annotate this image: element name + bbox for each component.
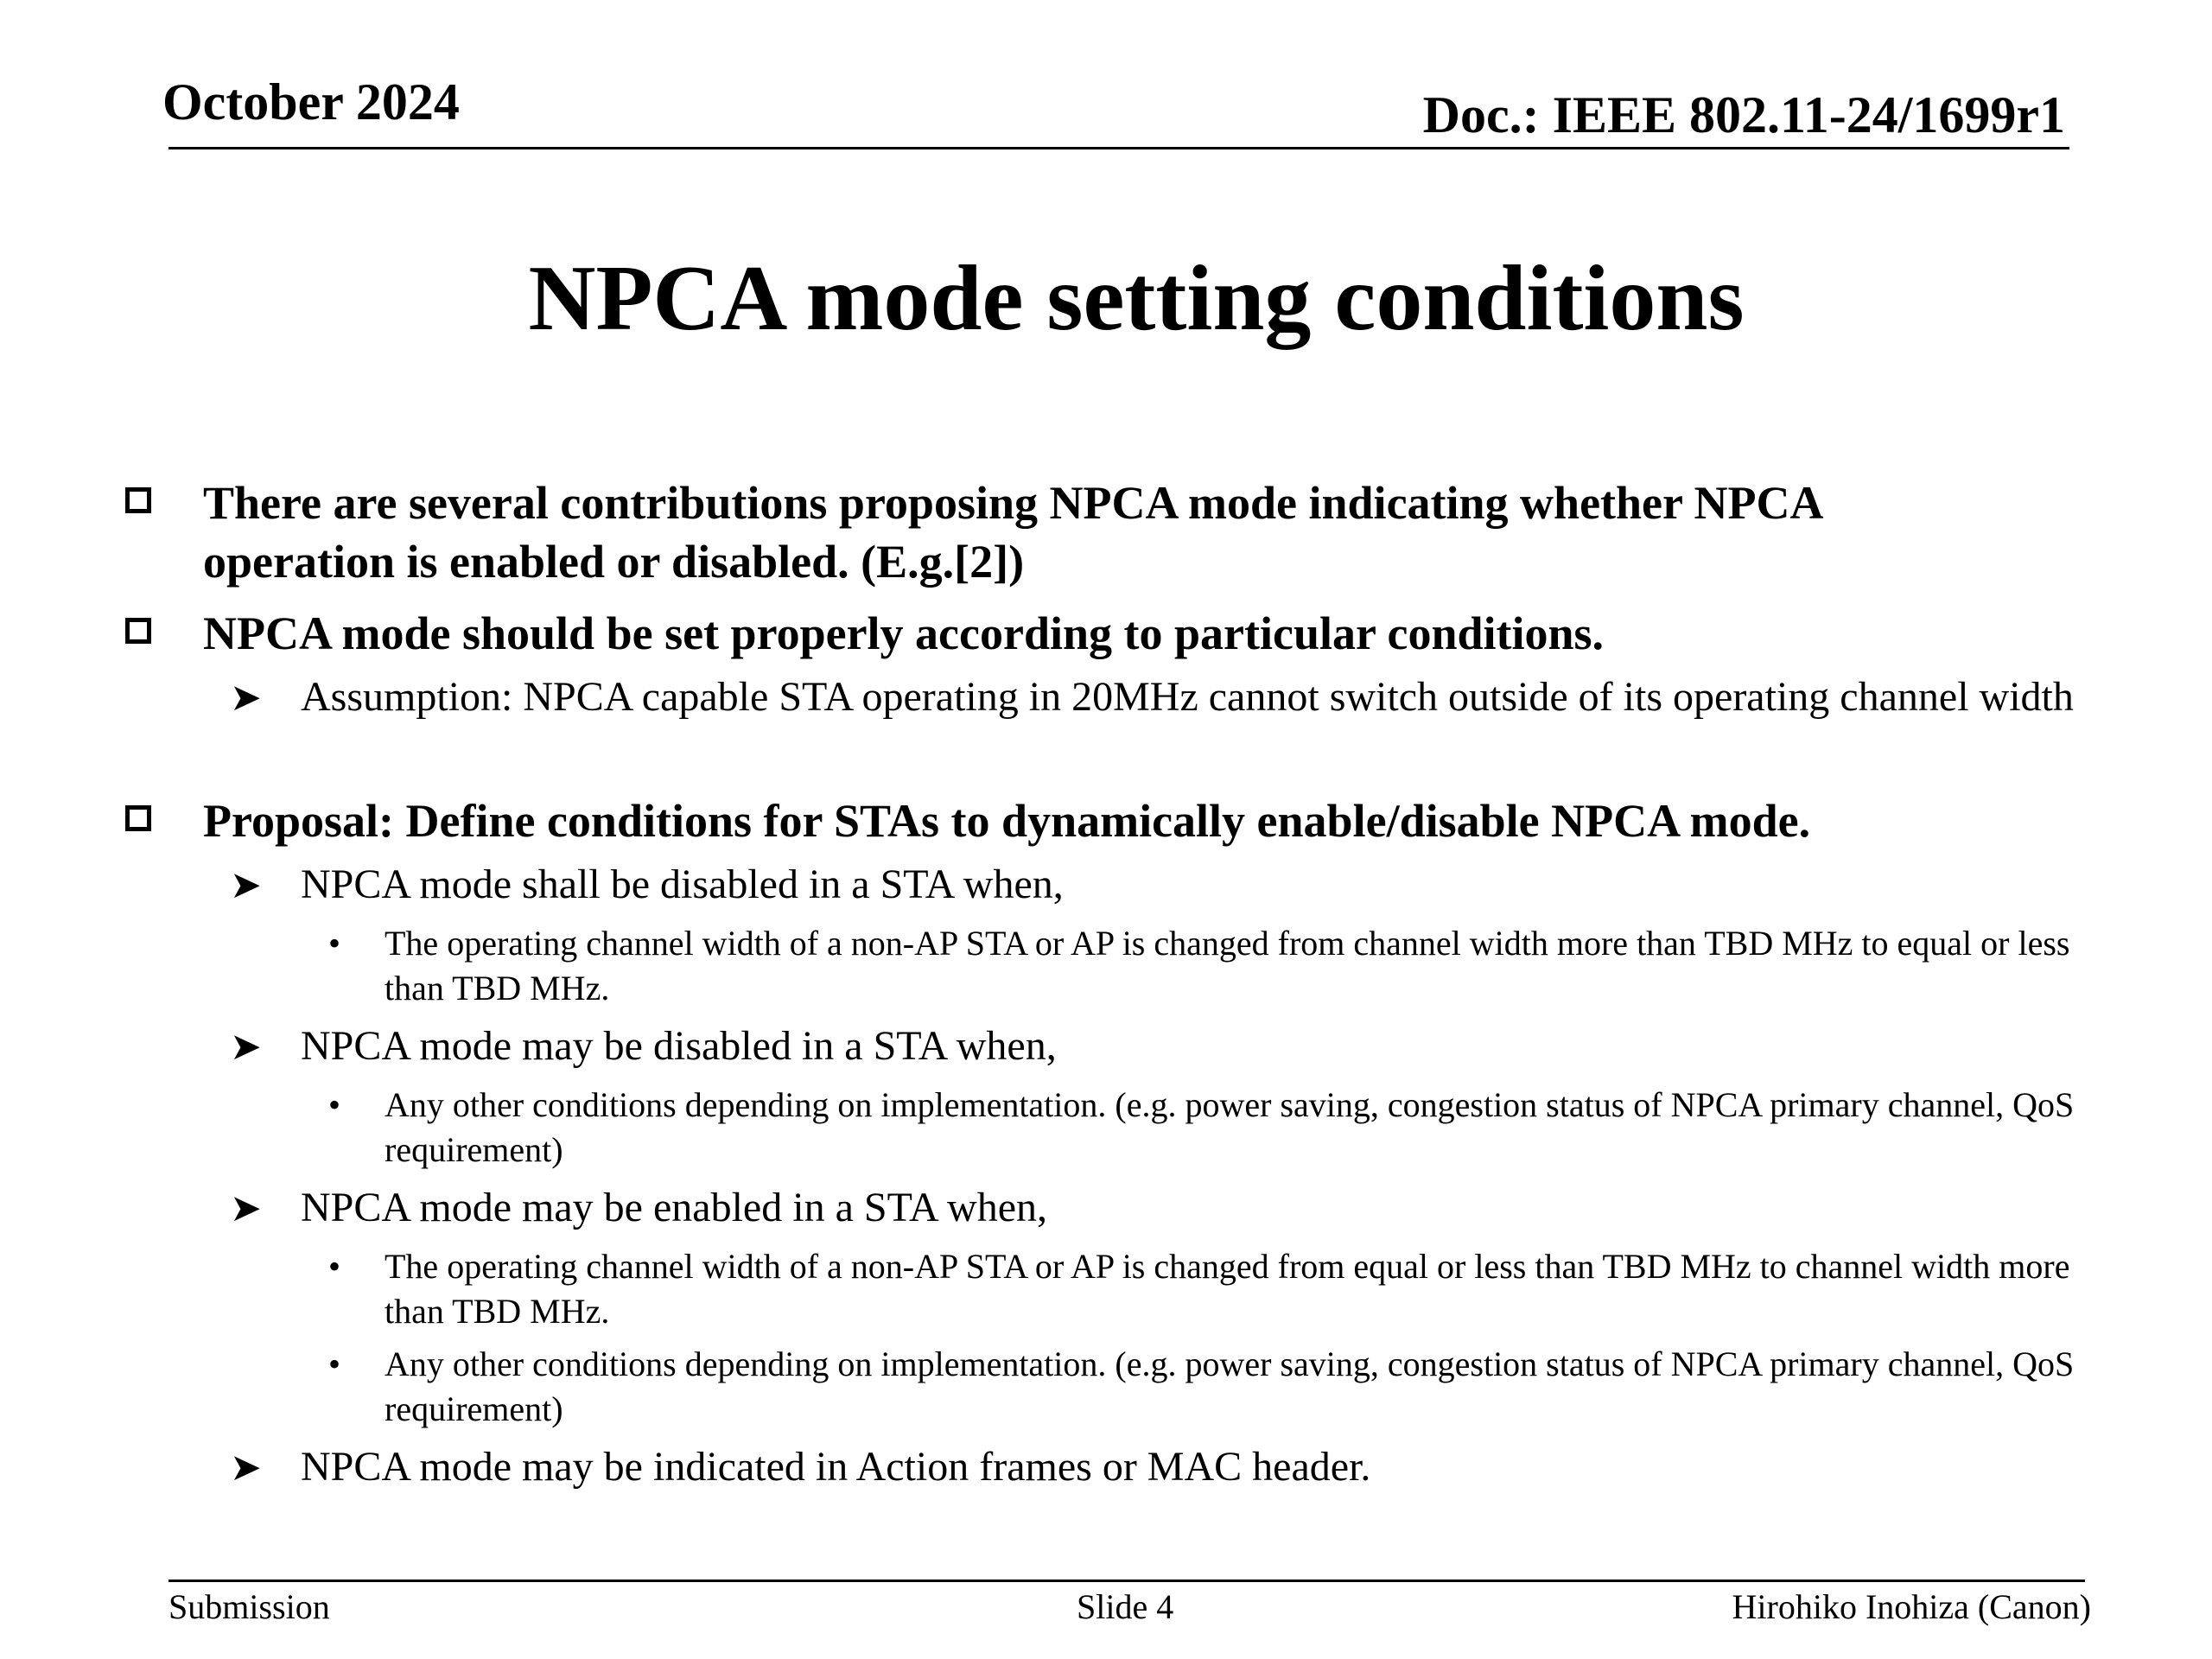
square-bullet-icon (125, 487, 151, 513)
footer-author: Hirohiko Inohiza (Canon) (1732, 1587, 2091, 1626)
bullet-item: NPCA mode shall be disabled in a STA when, (301, 861, 1064, 907)
footer-slide-number: Slide 4 (1077, 1587, 1174, 1626)
header-date: October 2024 (162, 73, 460, 130)
bullet-item: There are several contributions proposing NPCA mode indicating whether NPCA operation is enabled or disabled. (E.g.[2]) (203, 477, 1821, 588)
arrow-bullet-icon: ➤ (230, 677, 262, 719)
dot-bullet-icon: • (328, 924, 341, 963)
footer-rule (168, 1580, 2085, 1582)
bullet-item: Proposal: Define conditions for STAs to dynamically enable/disable NPCA mode. (203, 795, 1811, 847)
dot-bullet-icon: • (328, 1344, 341, 1383)
dot-bullet-icon: • (328, 1247, 341, 1286)
dot-bullet-icon: • (328, 1085, 341, 1124)
arrow-bullet-icon: ➤ (230, 1187, 262, 1230)
bullet-item: Assumption: NPCA capable STA operating in 20MHz cannot switch outside of its operating channel width (301, 674, 2074, 720)
arrow-bullet-icon: ➤ (230, 1446, 262, 1489)
bullet-item: The operating channel width of a non-AP STA or AP is changed from channel width more than TBD MHz to equal or less than TBD MHz. (385, 924, 2070, 1007)
bullet-item: NPCA mode should be set properly according to particular conditions. (203, 607, 1605, 659)
bullet-item: Any other conditions depending on implementation. (e.g. power saving, congestion status of NPCA primary channel, QoS requirement) (385, 1344, 2075, 1428)
footer-submission: Submission (168, 1587, 330, 1626)
arrow-bullet-icon: ➤ (230, 864, 262, 906)
slide-title: NPCA mode setting conditions (528, 247, 1745, 350)
bullet-item: NPCA mode may be disabled in a STA when, (301, 1023, 1057, 1069)
square-bullet-icon (125, 805, 151, 831)
header-doc-id: Doc.: IEEE 802.11-24/1699r1 (1422, 86, 2065, 143)
arrow-bullet-icon: ➤ (230, 1026, 262, 1068)
bullet-item: Any other conditions depending on implementation. (e.g. power saving, congestion status of NPCA primary channel, QoS requirement) (385, 1085, 2075, 1169)
square-bullet-icon (125, 618, 151, 644)
bullet-item: The operating channel width of a non-AP STA or AP is changed from equal or less than TBD MHz to channel width more than TBD MHz. (385, 1247, 2070, 1331)
bullet-item: NPCA mode may be enabled in a STA when, (301, 1185, 1048, 1230)
bullet-item: NPCA mode may be indicated in Action frames or MAC header. (301, 1444, 1371, 1490)
